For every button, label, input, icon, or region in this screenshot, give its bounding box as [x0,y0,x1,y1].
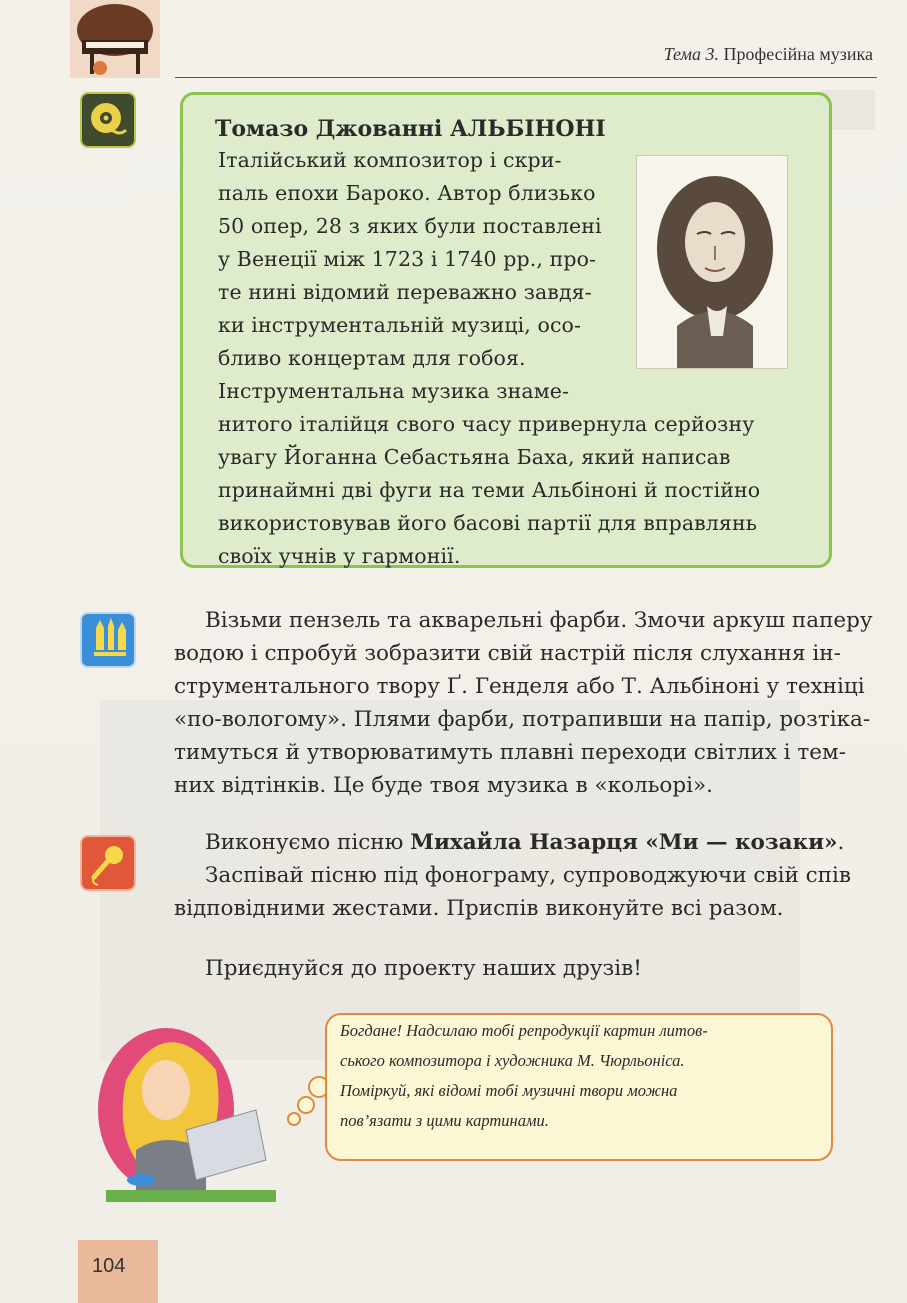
bio-line: своїх учнів у гармонії. [218,544,461,568]
speech-line: ського композитора і художника М. Чюрльоніса. [340,1051,685,1070]
song-task-line: відповідними жестами. Приспів виконуйте всі разом. [174,896,784,921]
song-task-line [205,830,844,855]
speech-line: пов’язати з цими картинами. [340,1111,549,1130]
header-topic-label: Тема 3. [663,44,720,64]
project-invite: Приєднуйся до проекту наших друзів! [205,956,642,981]
composer-portrait [636,155,788,369]
art-task-line: водою і спробуй зобразити свій настрій після слухання ін- [174,641,841,666]
art-task-line: тимуться й утворюватимуть плавні переходи світлих і тем- [174,740,846,765]
song-intro: Виконуємо пісню [205,830,411,855]
bio-line: паль епохи Бароко. Автор близько [218,181,596,205]
bio-line: Італійський композитор і скри- [218,148,562,172]
bio-line: 50 опер, 28 з яких були поставлені [218,214,602,238]
piano-illustration [70,0,160,78]
bio-line: бливо концертам для гобоя. [218,346,526,370]
thought-bubble-dot [287,1112,301,1126]
bio-line: принаймні дві фуги на теми Альбіноні й постійно [218,478,761,502]
bio-line: використовував його басові партії для вправлянь [218,511,757,535]
header-title: Професійна музика [723,44,873,64]
bio-line: ки інструментальній музиці, осо- [218,313,582,337]
art-task-line: Візьми пензель та акварельні фарби. Змочи аркуш паперу [205,608,873,633]
bio-line: у Венеції між 1723 і 1740 рр., про- [218,247,597,271]
art-task-line: них відтінків. Це буде твоя музика в «кольорі». [174,773,713,798]
bio-line: те нині відомий переважно завдя- [218,280,592,304]
audio-disc-icon [80,92,136,148]
art-task-line: струментального твору Ґ. Генделя або Т. Альбіноні у техніці [174,674,865,699]
thought-bubble-dot [297,1096,315,1114]
microphone-icon [80,835,136,891]
song-task-line: Заспівай пісню під фонограму, супроводжуючи свій спів [205,863,851,888]
bio-line: Інструментальна музика знаме- [218,379,570,403]
art-task-line: «по-вологому». Плями фарби, потрапивши на папір, розтіка- [174,707,871,732]
girl-with-laptop-illustration [96,1020,296,1210]
page-number: 104 [92,1255,126,1277]
brushes-icon [80,612,136,668]
speech-line: Богдане! Надсилаю тобі репродукції картин литов- [340,1021,708,1040]
song-title: Михайла Назарця «Ми — козаки» [410,830,838,855]
header-divider [175,77,877,78]
page-header [664,44,873,65]
song-intro-end: . [837,830,845,855]
speech-line: Поміркуй, які відомі тобі музичні твори можна [340,1081,678,1100]
composer-name: Томазо Джованні АЛЬБІНОНІ [215,116,606,142]
bio-line: увагу Йоганна Себастьяна Баха, який написав [218,445,731,469]
bio-line: нитого італійця свого часу привернула серйозну [218,412,755,436]
